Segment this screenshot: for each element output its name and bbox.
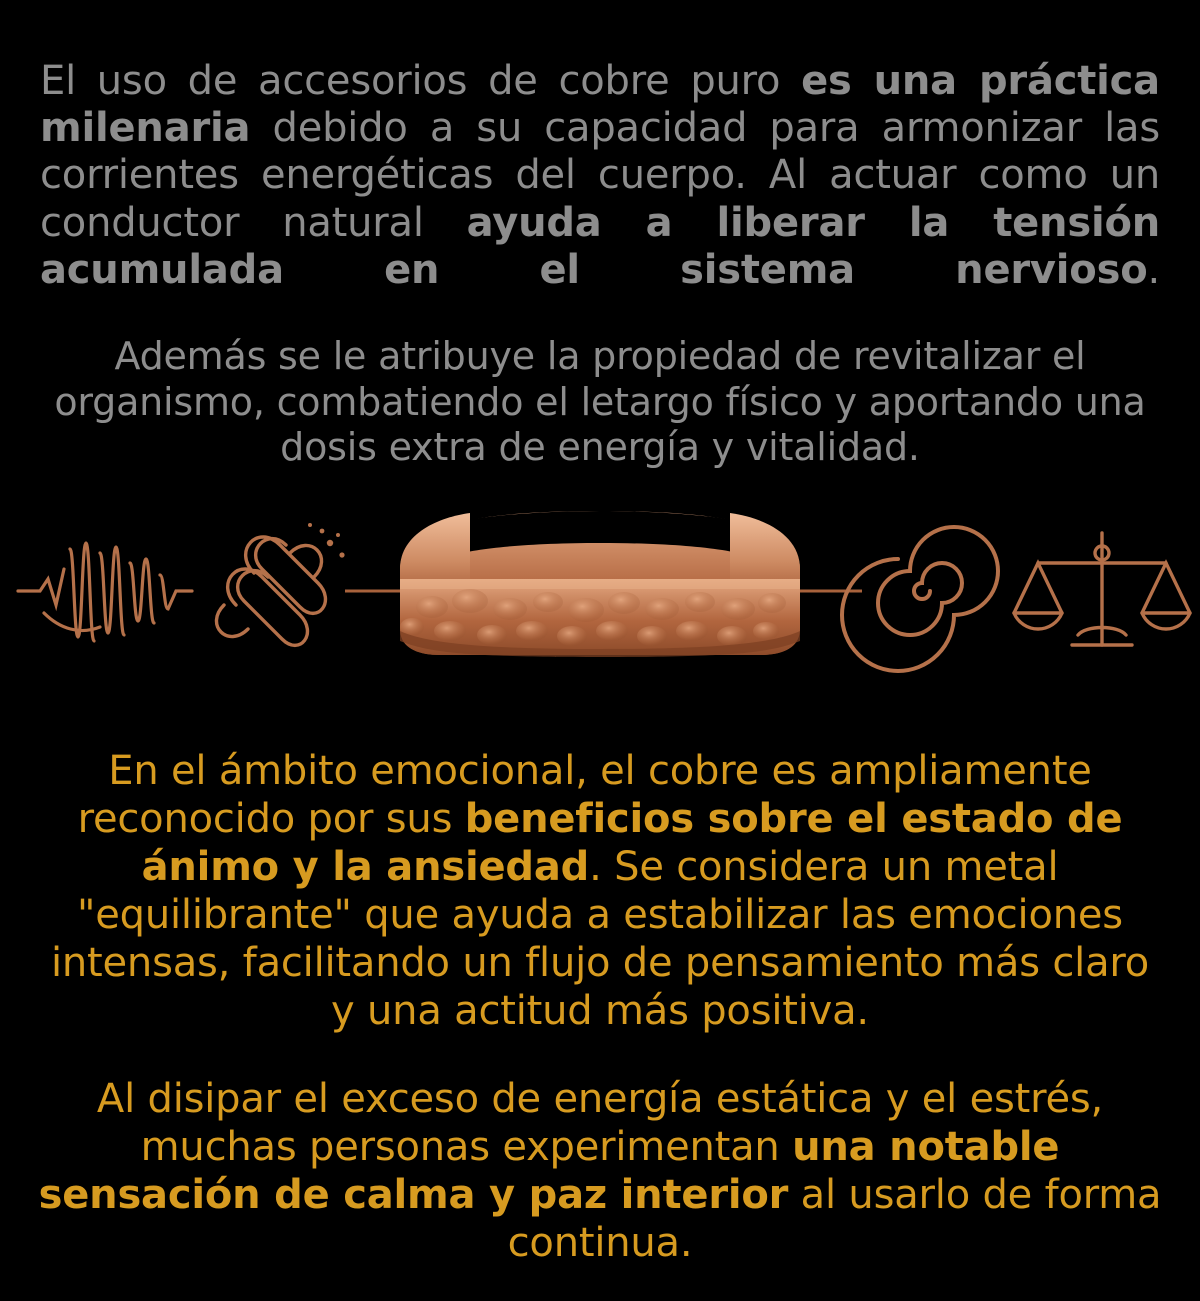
body-text: . Se considera un metal "equilibrante" que ayuda a estabilizar las emociones intensas, facilitando un flujo de pensamiento más claro y una actitud más positiva.	[50, 843, 1150, 1034]
balance-scale-icon	[1014, 533, 1190, 645]
emphasis-text: beneficios sobre el estado de ánimo y la ansiedad	[141, 795, 1123, 890]
paragraph-revitalize	[40, 334, 1160, 471]
body-text: debido a su capacidad para armonizar las corrientes energéticas del cuerpo. Al actuar como un conductor natural	[40, 105, 1160, 246]
paragraph-calm-peace	[36, 1075, 1164, 1267]
paragraph-emotional-benefits	[36, 747, 1164, 1035]
body-text: En el ámbito emocional, el cobre es ampliamente reconocido por sus	[77, 747, 1092, 842]
body-text: al usarlo de forma continua.	[507, 1171, 1162, 1266]
paragraph-copper-tradition	[40, 58, 1160, 294]
waveform-icon	[18, 543, 192, 641]
body-text: .	[1147, 246, 1160, 293]
emphasis-text: es una práctica milenaria	[40, 58, 1160, 152]
body-text: Al disipar el exceso de energía estática y el estrés, muchas personas experimentan	[96, 1075, 1104, 1170]
icon-strip	[0, 509, 1200, 689]
spiral-icon	[842, 527, 998, 671]
emphasis-text: una notable sensación de calma y paz interior	[38, 1123, 1060, 1218]
celtic-knot-icon	[216, 523, 344, 645]
copper-bracelet-image	[400, 511, 800, 657]
emphasis-text: ayuda a liberar la tensión acumulada en el sistema nervioso	[40, 199, 1161, 293]
body-text: El uso de accesorios de cobre puro	[40, 58, 802, 104]
bottom-text-section	[0, 689, 1200, 1267]
top-text-section	[0, 0, 1200, 471]
body-text: Además se le atribuye la propiedad de revitalizar el organismo, combatiendo el letargo físico y aportando una dosis extra de energía y vitalidad.	[54, 333, 1146, 470]
